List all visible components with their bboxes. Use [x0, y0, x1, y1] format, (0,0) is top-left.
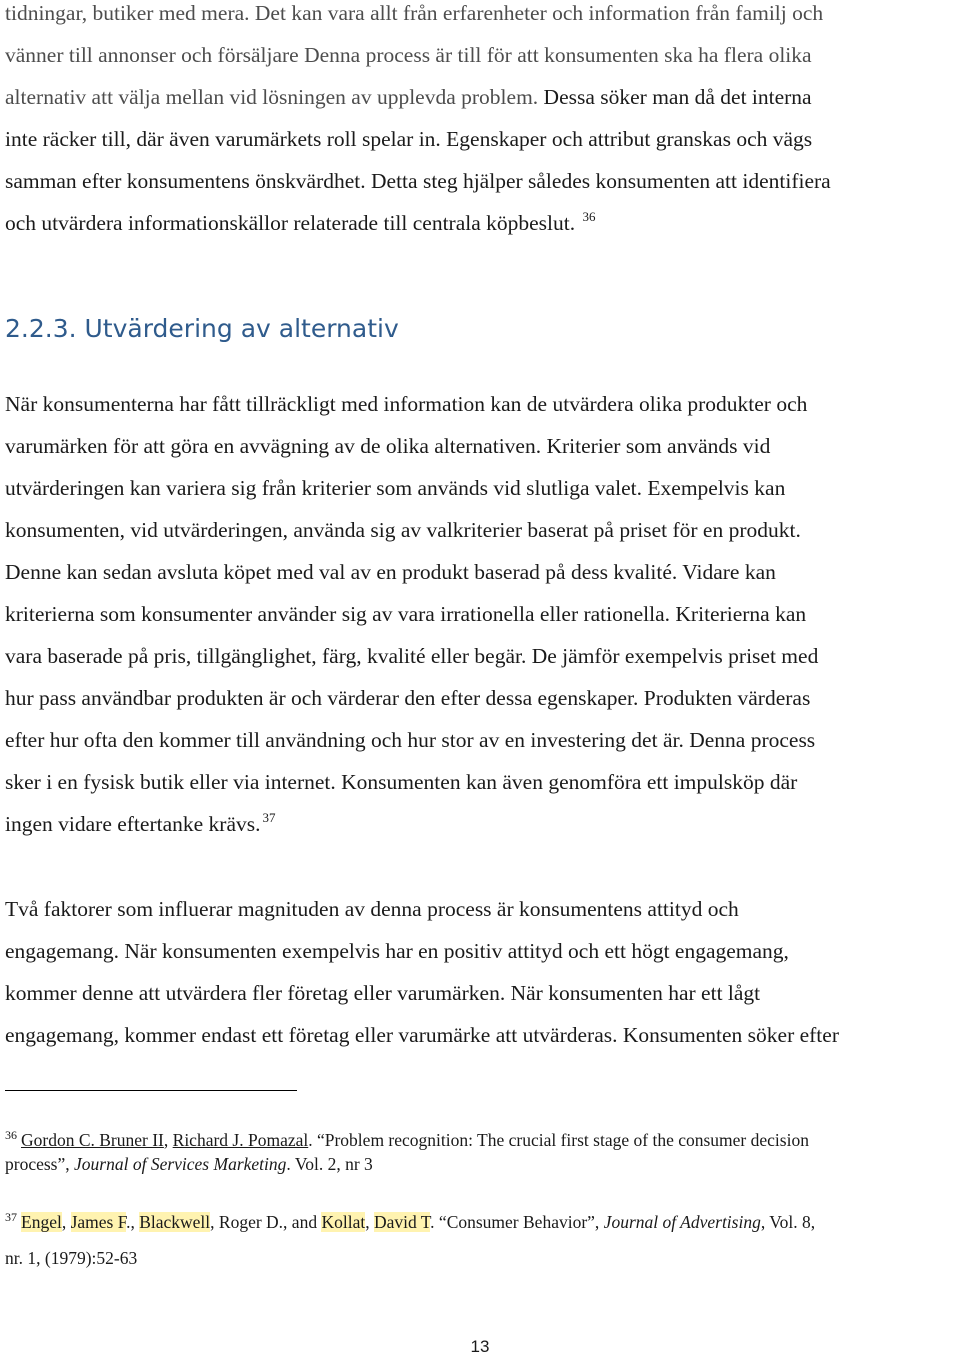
text-segment: , Vol. 8, — [760, 1212, 816, 1232]
text-segment: Dessa söker man då det interna — [538, 85, 812, 109]
text-line — [5, 76, 960, 118]
text-segment: ingen vidare eftertanke krävs. — [5, 812, 261, 836]
text-segment: ., — [126, 1212, 140, 1232]
highlighted-author: Kollat — [321, 1212, 366, 1232]
text-line: varumärken för att göra en avvägning av de olika alternativen. Kriterier som används vid — [5, 434, 771, 458]
text-line: sker i en fysisk butik eller via internet. Konsumenten kan även genomföra ett impulsköp där — [5, 770, 798, 794]
text-line: utvärderingen kan variera sig från kriterier som används vid slutliga valet. Exempelvis kan — [5, 476, 786, 500]
author-link[interactable]: Gordon C. Bruner II — [21, 1130, 164, 1150]
text-line — [5, 118, 960, 160]
text-segment: inte räcker till, där även varumärkets roll spelar in. — [5, 127, 441, 151]
journal-name: Journal of Services Marketing — [74, 1154, 287, 1174]
text-segment: och utvärdera informationskällor relaterade till centrala köpbeslut. — [5, 211, 576, 235]
text-line: hur pass användbar produkten är och värderar den efter dessa egenskaper. Produkten värderas — [5, 686, 811, 710]
text-line: tidningar, butiker med mera. Det kan vara allt från erfarenheter och information från familj och — [5, 1, 824, 25]
journal-name: Journal of Advertising — [603, 1212, 761, 1232]
text-line: efter hur ofta den kommer till användning och hur stor av en investering det är. Denna process — [5, 728, 816, 752]
text-line — [5, 803, 960, 845]
footnote-ref-36[interactable]: 36 — [582, 209, 596, 224]
text-segment: . Vol. 2, nr 3 — [286, 1154, 373, 1174]
footnote-line: nr. 1, (1979):52-63 — [5, 1248, 138, 1268]
paragraph-evaluation — [5, 383, 960, 845]
footnote-number: 37 — [5, 1210, 17, 1224]
footnote-line — [5, 1128, 960, 1152]
text-segment: samman efter konsumentens önskvärdhet. — [5, 169, 366, 193]
text-line — [5, 160, 960, 202]
section-heading: 2.2.3. Utvärdering av alternativ — [5, 314, 399, 343]
text-line: vänner till annonser och försäljare Denna process är till för att konsumenten ska ha flera olika — [5, 43, 812, 67]
highlighted-author: Engel — [21, 1212, 62, 1232]
text-segment: , Roger D., and — [210, 1212, 322, 1232]
text-line: konsumenten, vid utvärderingen, använda sig av valkriterier baserat på priset för en produkt. — [5, 518, 801, 542]
text-segment: . “Problem recognition: The crucial first stage of the consumer decision — [308, 1130, 809, 1150]
text-segment: , — [163, 1130, 173, 1150]
text-line: Två faktorer som influerar magnituden av denna process är konsumentens attityd och — [5, 897, 739, 921]
highlighted-author: David T — [373, 1212, 431, 1232]
footnote-number: 36 — [5, 1128, 17, 1142]
text-segment: Egenskaper och attribut granskas och vägs — [440, 127, 813, 151]
text-line: vara baserade på pris, tillgänglighet, färg, kvalité eller begär. De jämför exempelvis priset med — [5, 644, 819, 668]
paragraph-factors — [5, 888, 960, 1056]
text-line: När konsumenterna har fått tillräckligt med information kan de utvärdera olika produkter och — [5, 392, 808, 416]
text-segment: . “Consumer Behavior”, — [430, 1212, 604, 1232]
text-segment: , — [61, 1212, 71, 1232]
footnote-divider — [5, 1090, 297, 1091]
text-line: kriterierna som konsumenter använder sig av vara irrationella eller rationella. Kriterierna kan — [5, 602, 807, 626]
footnote-line — [5, 1210, 960, 1234]
page-number: 13 — [470, 1337, 490, 1356]
text-line: Denne kan sedan avsluta köpet med val av en produkt baserad på dess kvalité. Vidare kan — [5, 560, 776, 584]
text-line: engagemang. När konsumenten exempelvis har en positiv attityd och ett högt engagemang, — [5, 939, 789, 963]
paragraph-information-search — [5, 0, 960, 244]
text-segment: alternativ att välja mellan vid lösningen av upplevda problem. — [5, 85, 539, 109]
text-line: kommer denne att utvärdera fler företag eller varumärken. När konsumenten har ett lågt — [5, 981, 761, 1005]
text-line: engagemang, kommer endast ett företag eller varumärke att utvärderas. Konsumenten söker efter — [5, 1023, 839, 1047]
footnote-36 — [5, 1128, 960, 1176]
footnote-37 — [5, 1210, 960, 1270]
footnote-line — [5, 1152, 960, 1176]
text-segment: process”, — [5, 1154, 75, 1174]
text-line — [5, 202, 960, 244]
highlighted-author: Blackwell — [139, 1212, 211, 1232]
author-link[interactable]: Richard J. Pomazal — [172, 1130, 309, 1150]
text-segment: , — [365, 1212, 374, 1232]
footnote-ref-37[interactable]: 37 — [262, 810, 276, 825]
highlighted-author: James F — [70, 1212, 127, 1232]
text-segment: Detta steg hjälper således konsumenten att identifiera — [365, 169, 831, 193]
